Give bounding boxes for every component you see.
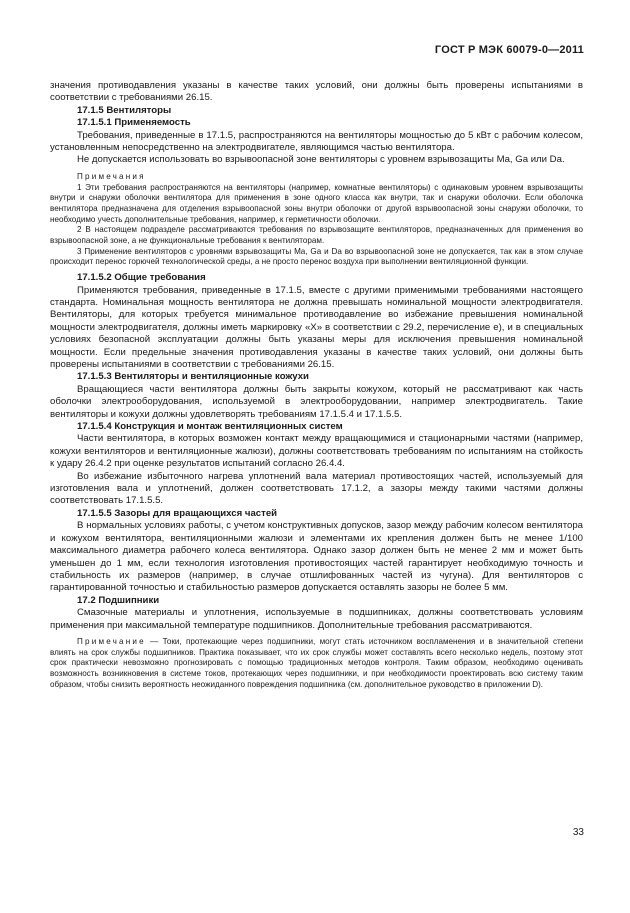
subsection-heading: 17.1.5.1 Применяемость xyxy=(77,117,191,129)
note-item: 2 В настоящем подразделе рассматриваются требования по взрывозащите вентиляторов, предназначенных для применения во взрывоопасной зоне, а не функциональные требования к вентиляторам. xyxy=(50,225,583,246)
body-paragraph: Смазочные материалы и уплотнения, используемые в подшипниках, должны соответствовать условиям применения при максимальной температуре подшипников. Дополнительные требования рассматриваются. xyxy=(50,607,583,631)
document-body xyxy=(50,80,583,690)
body-paragraph: Требования, приведенные в 17.1.5, распространяются на вентиляторы мощностью до 5 кВт с рабочим колесом, установленным непосредственно на электродвигателе, являющимся частью вентилятора. xyxy=(50,129,583,154)
subsection-heading: 17.1.5.3 Вентиляторы и вентиляционные кожухи xyxy=(77,371,309,383)
page-number: 33 xyxy=(572,827,584,838)
subsection-heading: 17.1.5.5 Зазоры для вращающихся частей xyxy=(77,507,278,519)
note-text: — Токи, протекающие через подшипники, могут стать источником воспламенения и в значительной степени влиять на срок службы подшипников. Практика показывает, что их срок службы может составлять всего несколько недель, поэтому этот срок практически невозможно прогнозировать с помощью традиционных методов контроля. Таким образом, необходимо оценивать возможность возникновения в системе токов, протекающих через подшипники, и при необходимости проектировать всю систему таким образом, чтобы снизить вероятность неожиданного повреждения подшипника (см. дополнительное руководство в приложении D). xyxy=(50,636,583,689)
body-paragraph: значения противодавления указаны в качестве таких условий, они должны быть проверены испытаниями в соответствии с требованиями 26.15. xyxy=(50,80,583,104)
document-code-header: ГОСТ Р МЭК 60079-0—2011 xyxy=(434,44,584,56)
body-paragraph: Во избежание избыточного нагрева уплотнений вала материал противостоящих частей, используемый для изготовления вала и уплотнений, должен соответствовать 17.1.2, а зазоры между такими частями должны соответствовать 17.1.5.5. xyxy=(50,470,583,507)
note-item: 3 Применение вентиляторов с уровнями взрывозащиты Ma, Ga и Da во взрывоопасной зоне не допускается, так как в этом случае происходит перенос горючей технологической среды, а не просто перенос воздуха при выполнении вентиляционной функции. xyxy=(50,246,583,267)
note-item xyxy=(50,637,583,691)
note-label: Примечание xyxy=(77,636,146,646)
body-paragraph: Применяются требования, приведенные в 17.1.5, вместе с другими применимыми требованиями настоящего стандарта. Номинальная мощность вентилятора не должна превышать номинальной мощности электродвигателя. Вентиляторы, для которых требуется минимальное противодавление во избежание превышения номинальной мощности электродвигателя, должны иметь маркировку «X» в соответствии с 29.2, перечисление e), и в специальных условиях безопасной эксплуатации должны быть указаны меры для исключения превышения номинальной мощности. Если предельные значения противодавления указаны в качестве таких условий, они должны быть проверены испытаниями в соответствии с требованиями 26.15. xyxy=(50,284,583,371)
body-paragraph: Вращающиеся части вентилятора должны быть закрыты кожухом, который не рассматривают как часть оболочки электрооборудования, используемой в электрооборудовании, например электродвигатель. Такие вентиляторы и кожухи должны удовлетворять требованиям 17.1.5.4 и 17.1.5.5. xyxy=(50,383,583,420)
section-heading: 17.2 Подшипники xyxy=(77,594,160,606)
note-item: 1 Эти требования распространяются на вентиляторы (например, комнатные вентиляторы) с одинаковым уровнем взрывозащиты внутри и снаружи оболочки вентилятора для применения в зоне одного класса как внутри, так и снаружи оболочки. Если оболочка вентилятора предназначена для отделения взрывоопасной зоны внутри оболочки от другой взрывоопасной зоны снаружи оболочки, то необходимо учесть дополнительные требования, например, к герметичности оболочки. xyxy=(50,182,583,224)
section-heading: 17.1.5 Вентиляторы xyxy=(77,104,172,116)
notes-label: Примечания xyxy=(77,171,146,181)
subsection-heading: 17.1.5.2 Общие требования xyxy=(77,272,206,284)
body-paragraph: В нормальных условиях работы, с учетом конструктивных допусков, зазор между рабочим колесом вентилятора и кожухом вентилятора, вентиляционными жалюзи и элементами их крепления должен быть не менее 1/100 максимального диаметра рабочего колеса вентилятора. Однако зазор должен быть не менее 2 мм и может быть уменьшен до 1 мм, если технология изготовления противостоящих частей гарантирует необходимую точность и стабильность их размеров (например, в случае отшлифованных частей из чугуна). Для вентиляторов с гарантированной точностью и стабильностью размеров допускается оставлять зазоры не более 5 мм. xyxy=(50,520,583,594)
body-paragraph: Не допускается использовать во взрывоопасной зоне вентиляторы с уровнем взрывозащиты Ma, Ga или Da. xyxy=(77,154,565,166)
body-paragraph: Части вентилятора, в которых возможен контакт между вращающимися и стационарными частями (например, кожухи вентиляторов и вентиляционные жалюзи), должны соответствовать требованиям по испытаниям на стойкость к удару 26.4.2 при оценке результатов испытаний согласно 26.4.4. xyxy=(50,433,583,470)
subsection-heading: 17.1.5.4 Конструкция и монтаж вентиляционных систем xyxy=(77,421,343,433)
